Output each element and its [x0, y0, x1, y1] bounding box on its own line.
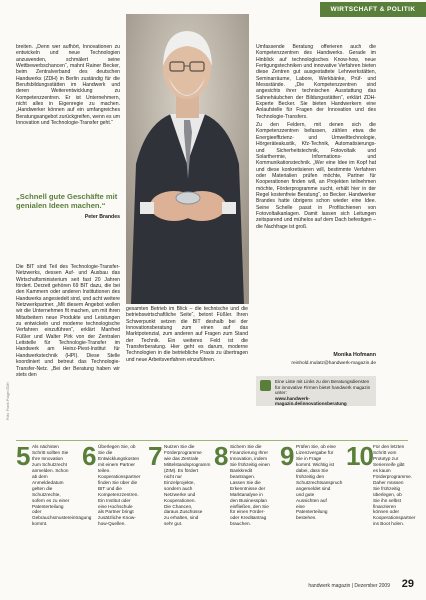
section-band: WIRTSCHAFT & POLITIK	[320, 2, 426, 17]
footer-source: handwerk magazin | Dezember 2009	[308, 583, 390, 589]
paragraph: breiten. „Denn wer aufhört, Innovationen zu entwickeln und neue Technologien anzuwenden, schmälert seine Wettbewerbschancen“, mahnt Rainer Becker, beim Zentralverband des deutschen Handwerks (ZDH) in Berlin zuständig für die Berufsbildungsstätten im Handwerk und deren Weiterentwicklung zu Kompetenzzentren. Er ist Unternehmern, nicht alles in Eigenregie zu machen. „Handwerker können auf ein umfangreiches Beratungsangebot zurückgreifen, wenn es um Innovation und Technologie-Transfer geht.“	[16, 44, 120, 127]
paragraph: Die BIT sind Teil des Technologie-Transfer-Netzwerks, dessen Auf- und Ausbau das Wirtschaftsministerium seit fast 20 Jahren fördert. Derzeit gehören 69 BIT dazu, die bei den Kammern oder anderen Institutionen des Handwerks angesiedelt sind, und acht weitere Netzwerkpartner. „Mit diesem Angebot wollen wir die Unternehmen fit machen, um mit ihren Mitarbeitern neue Produkte und Leistungen zu entwickeln und moderne technologische Verfahren einzuführen“, erklärt Manfred Füßler und Walter Pirk von der Zentralen Leitstelle für Technologie-Transfer im Handwerk am Heinz-Piest-Institut für Handwerkstechnik (HPI). Diese Stelle koordiniert und betreut das Technologie-Transfer-Netz. „Bei der Beratung haben wir stets den	[16, 264, 120, 378]
tip-10	[346, 441, 416, 570]
paragraph: Zu den Feldern, mit denen sich die Kompetenzzentren befassen, zählen etwa die Energieeffizienz- und Umwelttechnologie, Hörgeräteakustik, Kfz-Technik, Automatisierungs- und Sicherheitstechnik, Fotovoltaik und Solarthermie, Informations- und Kommunikationstechnik. „Wer eine Idee im Kopf hat und diese konkretisieren will, bestimmte Verfahren oder Materialien prüfen möchte, Partner für Kooperationen finden will, an Projekten teilnehmen möchte, Förderprogramme sucht, erhält hier in der Regel kostenfreie Beratung“, so Becker. Handwerker Brandes hatte übrigens schon wieder eine Idee. Seine Schelle passt in Profilschienen von Fotovoltaikanlagen. Damit lassen sich Leitungen zeitsparend und mühelos auf dem Dach befestigen – die Nachfrage ist groß.	[256, 122, 376, 230]
portrait-photo	[126, 14, 249, 304]
page-number: 29	[401, 578, 414, 590]
author-name: Monika Hofmann	[333, 352, 376, 358]
tip-5	[16, 441, 92, 570]
photo-credit: Foto: Frank Prager/ZDH	[6, 382, 10, 420]
tip-8	[214, 441, 270, 570]
tip-number: 7	[148, 441, 162, 471]
tip-text: Überlegen Sie, ob Sie die Entwicklungskosten mit einem Partner teilen. Kooperationspartner finden Sie über die BIT und die Kompetenzzentren. Ein Institut oder eine Hochschule als Partner bringt zusätzliche Know-how-Quellen.	[98, 444, 141, 527]
article-column-right	[256, 44, 376, 344]
link-box-description: Eine Liste mit Links zu den Beratungsdiensten für innovative Firmen bietet handwerk magazin unter:	[275, 379, 371, 396]
author-email[interactable]: reinhold.mulatz@handwerk-magazin.de	[291, 361, 376, 366]
link-box-url[interactable]: www.handwerk-magazin.de/innovationsberatung	[275, 395, 347, 407]
link-icon	[260, 380, 271, 391]
tip-7	[148, 441, 211, 570]
tip-text: Für den letzten Schritt vom Prototyp zur Serienreife gibt es kaum Förderprogramme. Daher müssen Sie frühzeitig überlegen, ob Sie ihn selbst finanzieren können oder Kooperationspartner ins Boot holen.	[373, 444, 416, 527]
article-column-middle	[126, 306, 248, 434]
tip-number: 8	[214, 441, 228, 471]
tip-text: Prüfen Sie, ob eine Lizenzvergabe für Sie in Frage kommt. Wichtig ist dabei, dass Sie frühzeitig den Schutzrechtsanspruch angemeldet sind und gute Aussichten auf eine Patenterteilung bestehen.	[296, 444, 343, 521]
tip-9	[280, 441, 343, 570]
link-box	[256, 376, 376, 406]
tip-text: Als nächsten Schritt sollten Sie Ihre Innovation zum Schutzrecht anmelden. Schon ab dem Anmeldedatum gelten die Schutzrechte, sofern es zu einer Patenterteilung oder Gebrauchsmustereintragung kommt.	[32, 444, 92, 527]
article-column-left-bottom	[16, 264, 120, 434]
pull-quote-author: Peter Brandes	[84, 214, 120, 221]
tip-text: Sichern Sie die Finanzierung Ihrer Innovation, indem Sie frühzeitig einen Bankkredit beantragen. Lassen Sie die Erkenntnisse der Marktanalyse in den Businessplan einfließen, den Sie für einen Förder- oder Kreditantrag brauchen.	[230, 444, 270, 527]
portrait-illustration	[126, 14, 249, 304]
paragraph: Umfassende Beratung offerieren auch die Kompetenzzentren des Handwerks. Gerade im Hinblick auf technologisches Know-how, neue Fertigungstechniken und innovative Verfahren bieten diese Zentren gut ausgestattete Lehrwerkstätten, Seminarräume, Labore, Werkbänke, Prüf- und Messstände. „Die Kompetenzzentren sind angesichts ihrer technischen Ausstattung das Sahnehäubchen der Bildungsstätten“, erklärt ZDH-Experte Becker. Sie bieten Handwerkern eine Anlaufstelle für Fragen der Innovation und des Technologie-Transfers.	[256, 44, 376, 120]
article-column-left-top	[16, 44, 120, 189]
pull-quote-text: „Schnell gute Geschäfte mit genialen Ideen machen.“	[16, 192, 118, 211]
tip-number: 9	[280, 441, 294, 471]
tip-6	[82, 441, 141, 570]
tip-text: Nutzen Sie die Förderprogramme wie das Zentrale Mittelstandsprogramm (ZIM). Es fördert nicht nur Einzelprojekte, sondern auch Netzwerke und Kooperationen. Die Chancen, daraus Zuschüsse zu erhalten, sind sehr gut.	[164, 444, 211, 527]
link-box-text	[275, 379, 372, 407]
pull-quote	[16, 192, 120, 220]
tip-number: 6	[82, 441, 96, 471]
tip-number: 10	[346, 441, 373, 471]
tip-number: 5	[16, 441, 30, 471]
paragraph: gesamten Betrieb im Blick – die technische und die betriebswirtschaftliche Seite“, betont Füßler. Ihren Schwerpunkt setzen die BIT deshalb bei der Innovationsberatung zum einen auf das Marktpotenzial, zum anderen auf Fragen zum Stand der Technik. Ein weiteres Feld ist die Transferberatung. Hier geht es darum, moderne Technologien in die betriebliche Praxis zu übertragen und neue Arbeitsverfahren einzuführen.	[126, 306, 248, 363]
